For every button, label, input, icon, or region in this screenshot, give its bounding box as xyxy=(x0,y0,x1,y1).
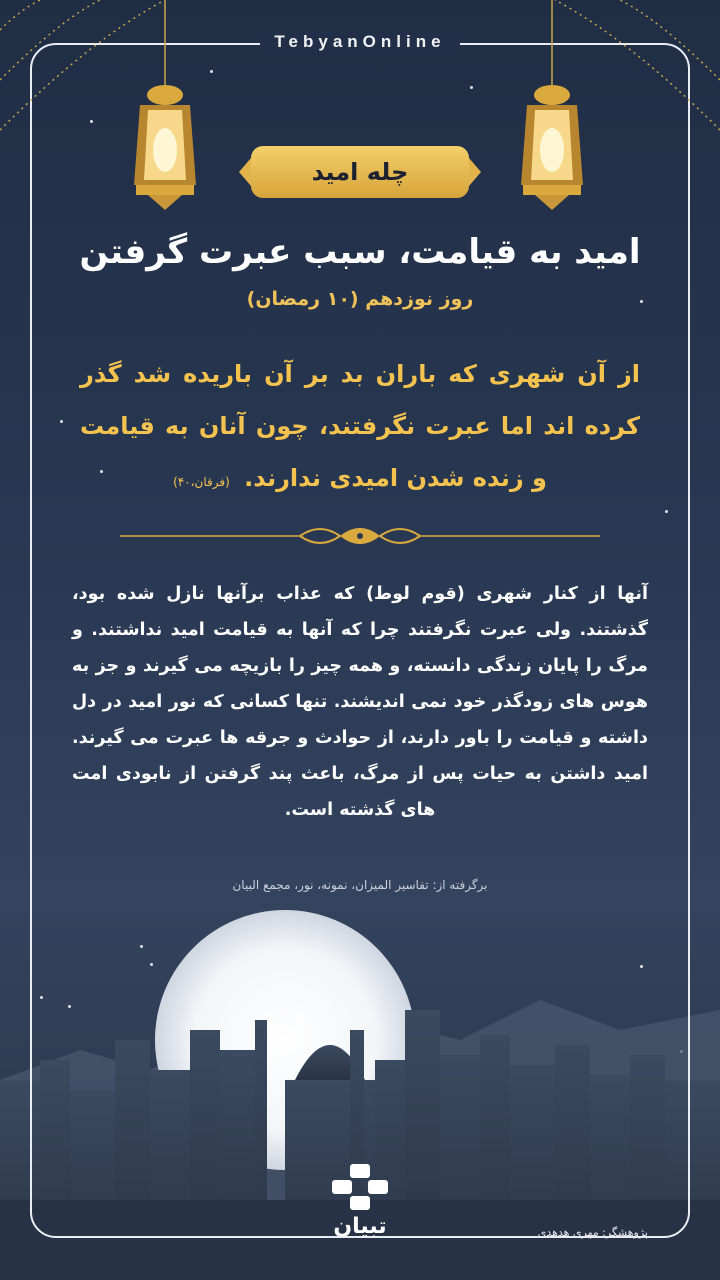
series-badge: چله امید xyxy=(251,146,469,198)
researcher-credit: پژوهشگر: مهری هدهدی xyxy=(537,1226,648,1239)
ornament-divider-icon xyxy=(120,518,600,554)
logo-wordmark: تبیان xyxy=(333,1214,387,1239)
source-note: برگرفته از: تفاسیر المیزان، نمونه، نور، مجمع البیان xyxy=(232,878,488,892)
quran-verse xyxy=(80,348,640,508)
verse-reference: (فرقان،۴۰) xyxy=(173,475,230,489)
page-title: امید به قیامت، سبب عبرت گرفتن xyxy=(79,232,641,272)
brand-name: TebyanOnline xyxy=(260,32,459,52)
verse-text: از آن شهری که باران بد بر آن باریده شد گذر کرده اند اما عبرت نگرفتند، چون آنان به قیامت و زنده شدن امیدی ندارند. xyxy=(80,360,640,492)
day-subtitle: روز نوزدهم (۱۰ رمضان) xyxy=(246,288,474,310)
explanation-text: آنها از کنار شهری (قوم لوط) که عذاب برآنها نازل شده بود، گذشتند. ولی عبرت نگرفتند چرا که آنها به قیامت امید نداشتند. و مرگ را پایان زندگی دانسته، و همه چیز را بازیچه می گیرند و جز به هوس های زودگذر خود نمی اندیشند. تنها کسانی که نور امید در دل داشته و قیامت را باور دارند، از حوادث و جرقه ها عبرت می گیرند. امید داشتن به حیات پس از مرگ، باعث پند گرفتن از نابودی امت های گذشته است. xyxy=(72,584,648,820)
